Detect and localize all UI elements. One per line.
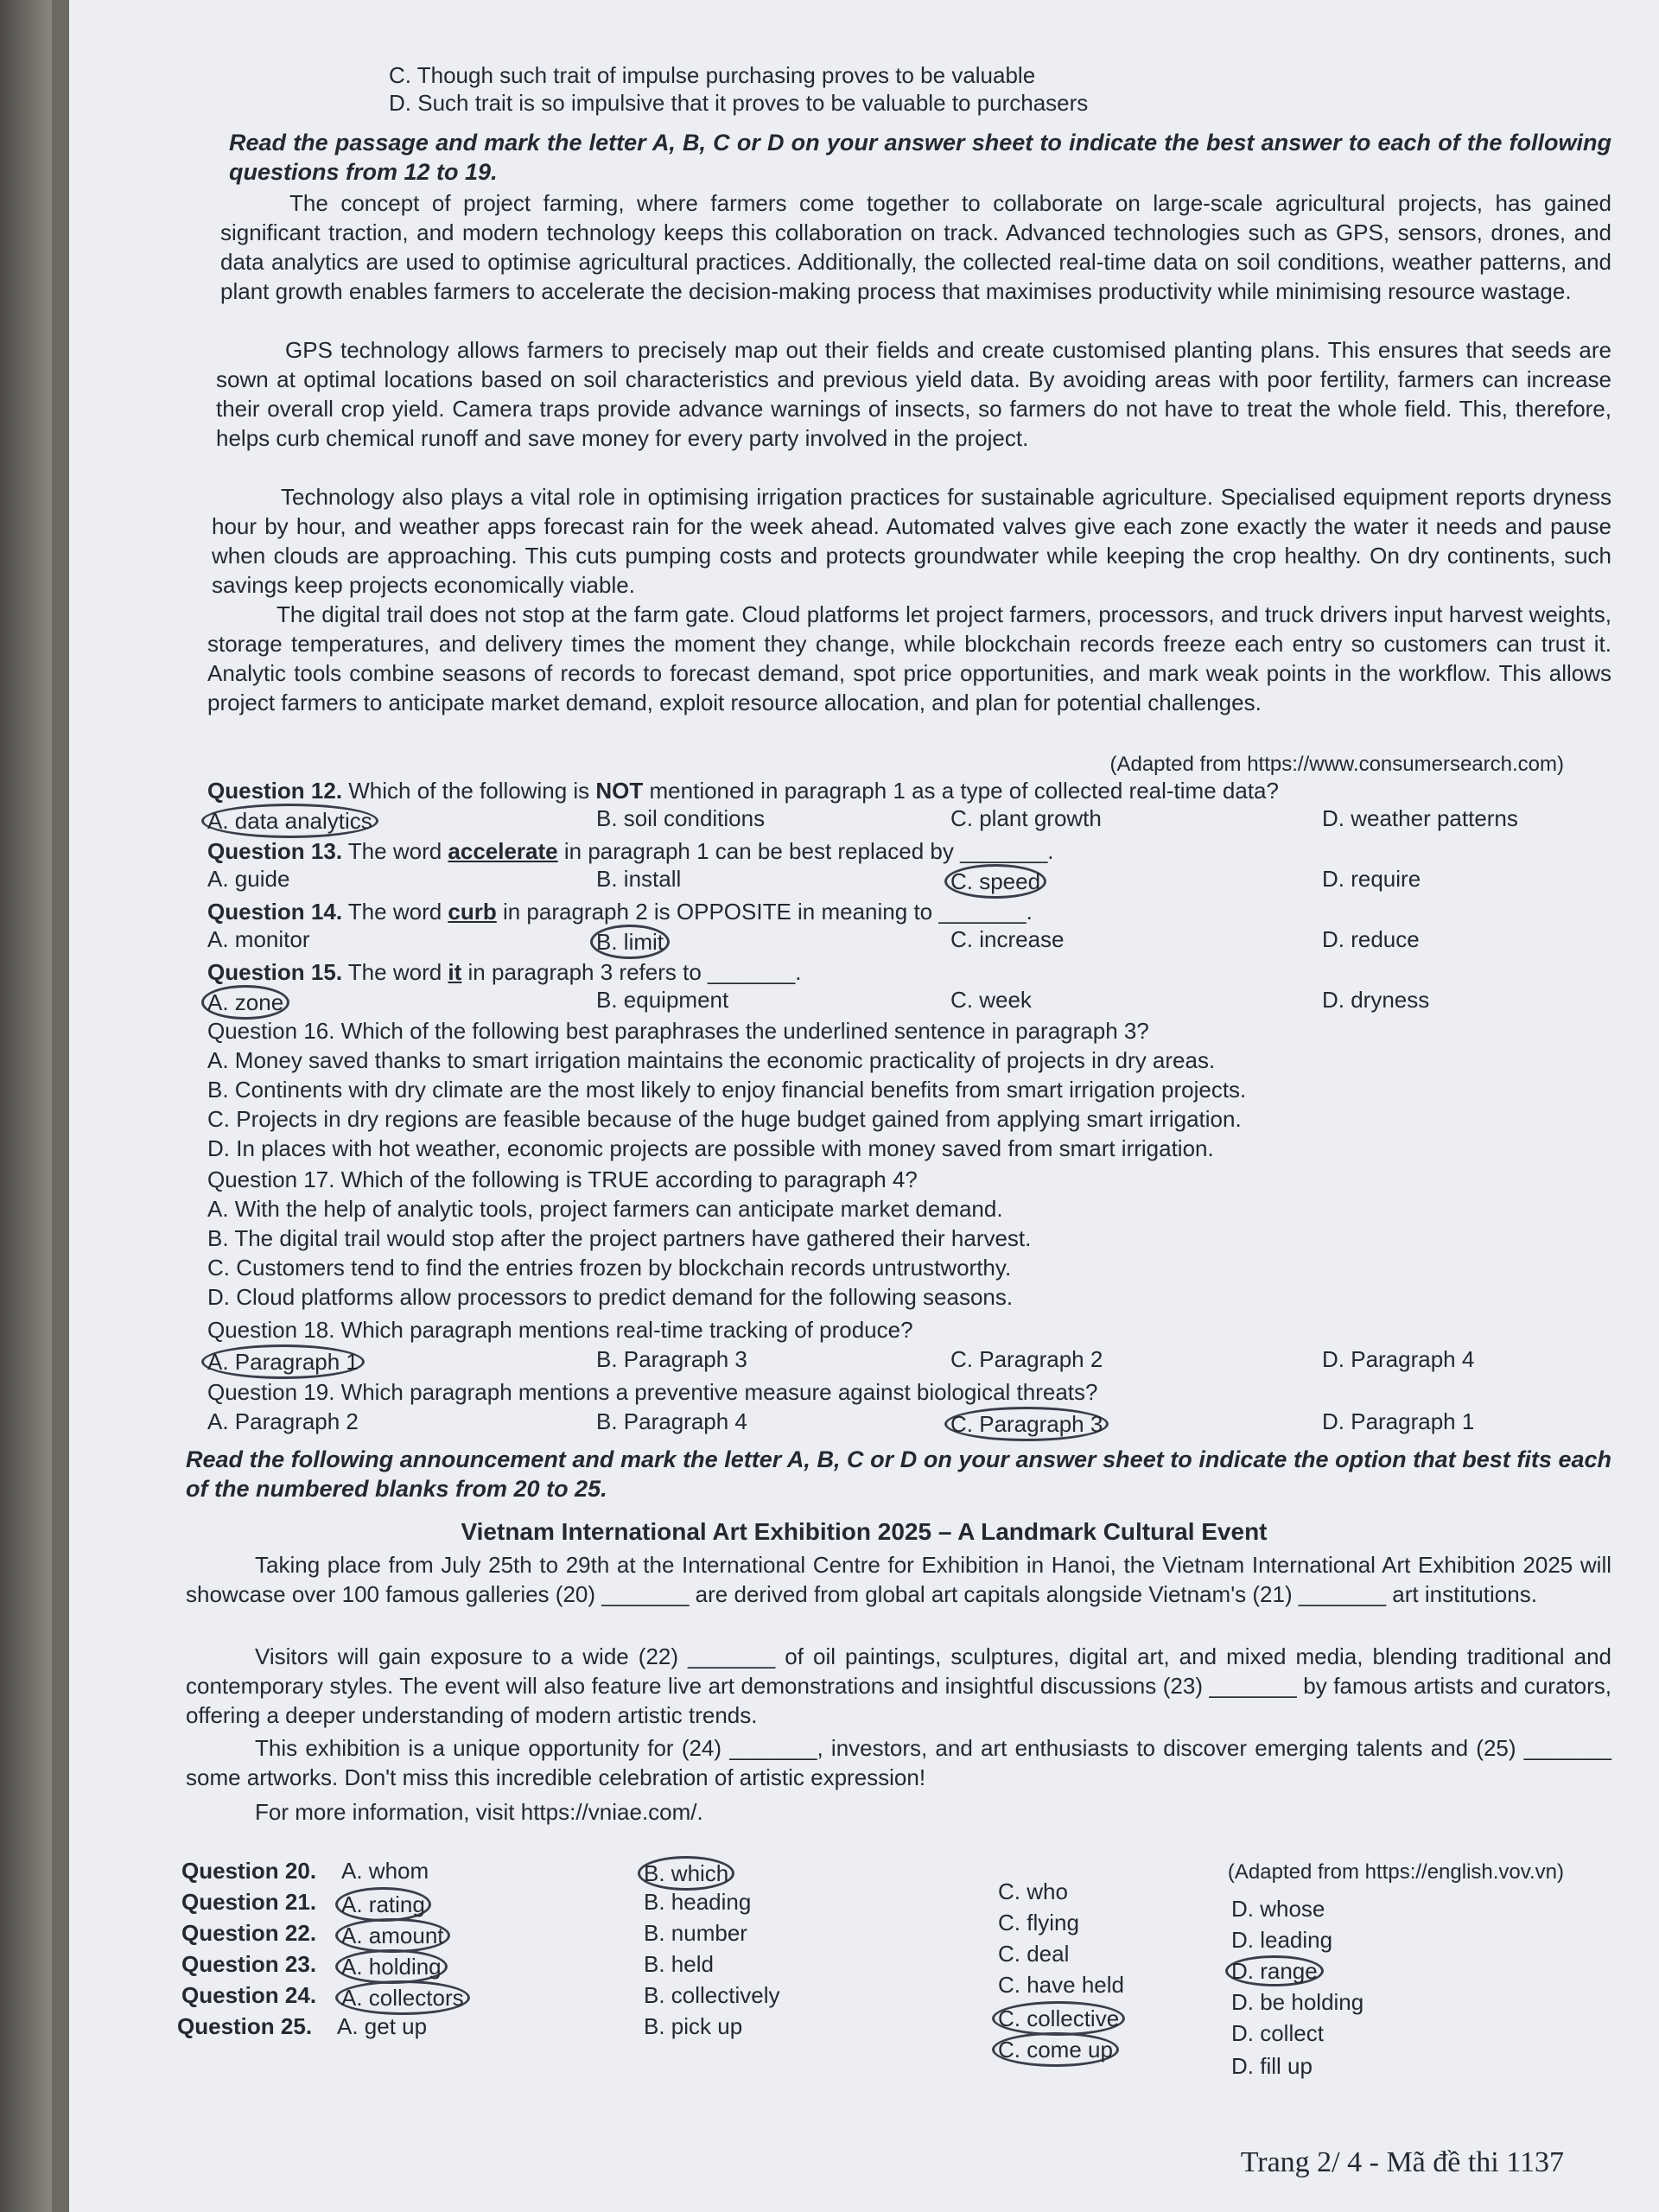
q17-option-a[interactable]: A. With the help of analytic tools, project farmers can anticipate market demand.: [207, 1196, 1003, 1222]
prev-option-d: D. Such trait is so impulsive that it proves to be valuable to purchasers: [389, 90, 1089, 116]
announcement-more-info: For more information, visit https://vniae.com/.: [255, 1799, 703, 1825]
q15-option-a[interactable]: A. zone: [201, 985, 289, 1020]
q23-option-a[interactable]: A. holding: [335, 1949, 448, 1984]
q14-option-c[interactable]: C. increase: [950, 926, 1065, 952]
q22-option-c[interactable]: C. deal: [998, 1941, 1070, 1967]
q15-option-d[interactable]: D. dryness: [1322, 987, 1430, 1013]
q23-option-b[interactable]: B. held: [644, 1951, 714, 1977]
q21-option-d[interactable]: D. leading: [1231, 1927, 1333, 1953]
q13-option-d[interactable]: D. require: [1322, 866, 1421, 892]
question-12-stem: Question 12. Which of the following is NOT mentioned in paragraph 1 as a type of collected real-time data?: [207, 778, 1279, 804]
q17-option-c[interactable]: C. Customers tend to find the entries frozen by blockchain records untrustworthy.: [207, 1255, 1012, 1281]
section2-instruction: Read the following announcement and mark the letter A, B, C or D on your answer sheet to indicate the option that best fits each of the numbered blanks from 20 to 25.: [186, 1446, 1611, 1502]
page-footer: Trang 2/ 4 - Mã đề thi 1137: [1240, 2146, 1564, 2178]
announcement-title: Vietnam International Art Exhibition 2025 – A Landmark Cultural Event: [461, 1518, 1268, 1545]
q24-option-b[interactable]: B. collectively: [644, 1982, 780, 2008]
question-13-stem: Question 13. The word accelerate in paragraph 1 can be best replaced by _______.: [207, 838, 1054, 864]
q23-option-c[interactable]: C. have held: [998, 1972, 1124, 1998]
passage-paragraph-1: The concept of project farming, where farmers come together to collaborate on large-scale agricultural projects, has gained significant traction, and modern technology keeps this collaboration on track. Advanced technologies such as GPS, sensors, drones, and data analytics are used to optimise agricultural practices. Additionally, the collected real-time data on soil conditions, weather patterns, and plant growth enables farmers to accelerate the decision-making process that maximises productivity while minimising resource wastage.: [220, 190, 1611, 304]
announcement-source: (Adapted from https://english.vov.vn): [1227, 1860, 1564, 1884]
passage-paragraph-3: Technology also plays a vital role in optimising irrigation practices for sustainable agriculture. Specialised equipment reports dryness hour by hour, and weather apps forecast rain for the week ahead. Automated valves give each zone exactly the water it needs and pause when clouds are approaching. This cuts pumping costs and protects groundwater while keeping the crop healthy. On dry continents, such savings keep projects economically viable.: [212, 484, 1611, 598]
q14-option-a[interactable]: A. monitor: [207, 926, 310, 952]
q16-option-d[interactable]: D. In places with hot weather, economic projects are possible with money saved from smart irrigation.: [207, 1135, 1214, 1161]
q24-option-a[interactable]: A. collectors: [335, 1980, 470, 2015]
q23-option-d[interactable]: D. be holding: [1231, 1989, 1364, 2015]
q22-option-b[interactable]: B. number: [644, 1920, 747, 1946]
q20-option-b[interactable]: B. which: [638, 1856, 734, 1891]
q17-option-b[interactable]: B. The digital trail would stop after the project partners have gathered their harvest.: [207, 1225, 1032, 1251]
announcement-paragraph-3: This exhibition is a unique opportunity for (24) _______, investors, and art enthusiasts to discover emerging talents and (25) _______ some artworks. Don't miss this incredible celebration of artistic expression!: [186, 1735, 1611, 1790]
q21-option-a[interactable]: A. rating: [335, 1887, 431, 1922]
question-19-stem: Question 19. Which paragraph mentions a preventive measure against biological threats?: [207, 1379, 1098, 1405]
q14-option-b[interactable]: B. limit: [590, 925, 670, 959]
q22-option-a[interactable]: A. amount: [335, 1918, 450, 1953]
question-20-label: Question 20.: [181, 1858, 317, 1884]
passage-paragraph-2: GPS technology allows farmers to precisely map out their fields and create customised planting plans. This ensures that seeds are sown at optimal locations based on soil characteristics and previous yield data. By avoiding areas with poor fertility, farmers can increase their overall crop yield. Camera traps provide advance warnings of insects, so farmers do not have to treat the whole field. This, therefore, helps curb chemical runoff and save money for every party involved in the project.: [216, 337, 1611, 451]
q18-option-b[interactable]: B. Paragraph 3: [596, 1346, 747, 1372]
q13-option-b[interactable]: B. install: [596, 866, 682, 892]
prev-option-c: C. Though such trait of impulse purchasing proves to be valuable: [389, 62, 1036, 88]
passage-source: (Adapted from https://www.consumersearch.com): [1109, 753, 1564, 776]
question-18-options: [207, 1344, 1624, 1374]
question-25-row: [177, 2012, 1611, 2063]
q12-option-d[interactable]: D. weather patterns: [1322, 805, 1518, 831]
q20-option-a[interactable]: A. whom: [341, 1858, 429, 1884]
announcement-paragraph-1: Taking place from July 25th to 29th at the International Centre for Exhibition in Hanoi, the Vietnam International Art Exhibition 2025 will showcase over 100 famous galleries (20) _______ are derived from global art capitals alongside Vietnam's (21) _______ art institutions.: [186, 1552, 1611, 1607]
q19-option-b[interactable]: B. Paragraph 4: [596, 1408, 747, 1434]
question-19-options: [207, 1407, 1624, 1436]
q15-option-c[interactable]: C. week: [950, 987, 1032, 1013]
q20-option-c[interactable]: C. who: [998, 1878, 1068, 1904]
q25-option-b[interactable]: B. pick up: [644, 2013, 743, 2039]
question-22-label: Question 22.: [181, 1920, 317, 1946]
question-18-stem: Question 18. Which paragraph mentions real-time tracking of produce?: [207, 1317, 913, 1343]
q19-option-a[interactable]: A. Paragraph 2: [207, 1408, 359, 1434]
q12-option-a[interactable]: A. data analytics: [201, 804, 378, 838]
question-15-options: [207, 985, 1624, 1014]
question-12-options: [207, 804, 1624, 833]
q18-option-c[interactable]: C. Paragraph 2: [950, 1346, 1103, 1372]
question-16-stem: Question 16. Which of the following best paraphrases the underlined sentence in paragraph 3?: [207, 1018, 1149, 1044]
q19-option-d[interactable]: D. Paragraph 1: [1322, 1408, 1475, 1434]
q12-option-b[interactable]: B. soil conditions: [596, 805, 766, 831]
passage-paragraph-4: The digital trail does not stop at the farm gate. Cloud platforms let project farmers, processors, and truck drivers input harvest weights, storage temperatures, and delivery times the moment they change, while blockchain records freeze each entry so customers can trust it. Analytic tools combine seasons of records to forecast demand, spot price opportunities, and mark weak points in the workflow. This allows project farmers to anticipate market demand, exploit resource allocation, and plan for potential challenges.: [207, 601, 1611, 715]
question-14-stem: Question 14. The word curb in paragraph 2 is OPPOSITE in meaning to _______.: [207, 899, 1033, 925]
q16-option-a[interactable]: A. Money saved thanks to smart irrigation maintains the economic practicality of projects in dry areas.: [207, 1047, 1216, 1073]
question-24-label: Question 24.: [181, 1982, 317, 2008]
question-13-options: [207, 864, 1624, 893]
q24-option-d[interactable]: D. collect: [1231, 2020, 1324, 2046]
question-15-stem: Question 15. The word it in paragraph 3 refers to _______.: [207, 959, 802, 985]
q13-option-c[interactable]: C. speed: [944, 864, 1046, 899]
q21-option-c[interactable]: C. flying: [998, 1910, 1079, 1936]
question-17-stem: Question 17. Which of the following is TRUE according to paragraph 4?: [207, 1166, 918, 1192]
question-23-label: Question 23.: [181, 1951, 317, 1977]
q19-option-c[interactable]: C. Paragraph 3: [944, 1407, 1109, 1441]
q25-option-c[interactable]: C. come up: [992, 2032, 1119, 2067]
announcement-paragraph-2: Visitors will gain exposure to a wide (22) _______ of oil paintings, sculptures, digital art, and mixed media, blending traditional and contemporary styles. The event will also feature live art demonstrations and insightful discussions (23) _______ by famous artists and curators, offering a deeper understanding of modern artistic trends.: [186, 1643, 1611, 1728]
q21-option-b[interactable]: B. heading: [644, 1889, 752, 1915]
q14-option-d[interactable]: D. reduce: [1322, 926, 1420, 952]
q16-option-b[interactable]: B. Continents with dry climate are the most likely to enjoy financial benefits from smart irrigation projects.: [207, 1077, 1247, 1103]
q18-option-d[interactable]: D. Paragraph 4: [1322, 1346, 1475, 1372]
question-25-label: Question 25.: [177, 2013, 313, 2039]
q20-option-d[interactable]: D. whose: [1231, 1896, 1325, 1922]
question-14-options: [207, 925, 1624, 954]
background-edge: [0, 0, 52, 2212]
q16-option-c[interactable]: C. Projects in dry regions are feasible because of the huge budget gained from applying smart irrigation.: [207, 1106, 1242, 1132]
q25-option-d[interactable]: D. fill up: [1231, 2053, 1313, 2079]
q12-option-c[interactable]: C. plant growth: [950, 805, 1102, 831]
q22-option-d[interactable]: D. range: [1231, 1956, 1324, 1986]
exam-page: [69, 0, 1659, 2212]
q18-option-a[interactable]: A. Paragraph 1: [201, 1344, 365, 1379]
question-21-label: Question 21.: [181, 1889, 317, 1915]
q24-option-c[interactable]: C. collective: [992, 2001, 1125, 2036]
section1-instruction: Read the passage and mark the letter A, B, C or D on your answer sheet to indicate the best answer to each of the following questions from 12 to 19.: [229, 130, 1611, 185]
q13-option-a[interactable]: A. guide: [207, 866, 290, 892]
q25-option-a[interactable]: A. get up: [337, 2013, 428, 2039]
q17-option-d[interactable]: D. Cloud platforms allow processors to predict demand for the following seasons.: [207, 1284, 1014, 1310]
q15-option-b[interactable]: B. equipment: [596, 987, 729, 1013]
